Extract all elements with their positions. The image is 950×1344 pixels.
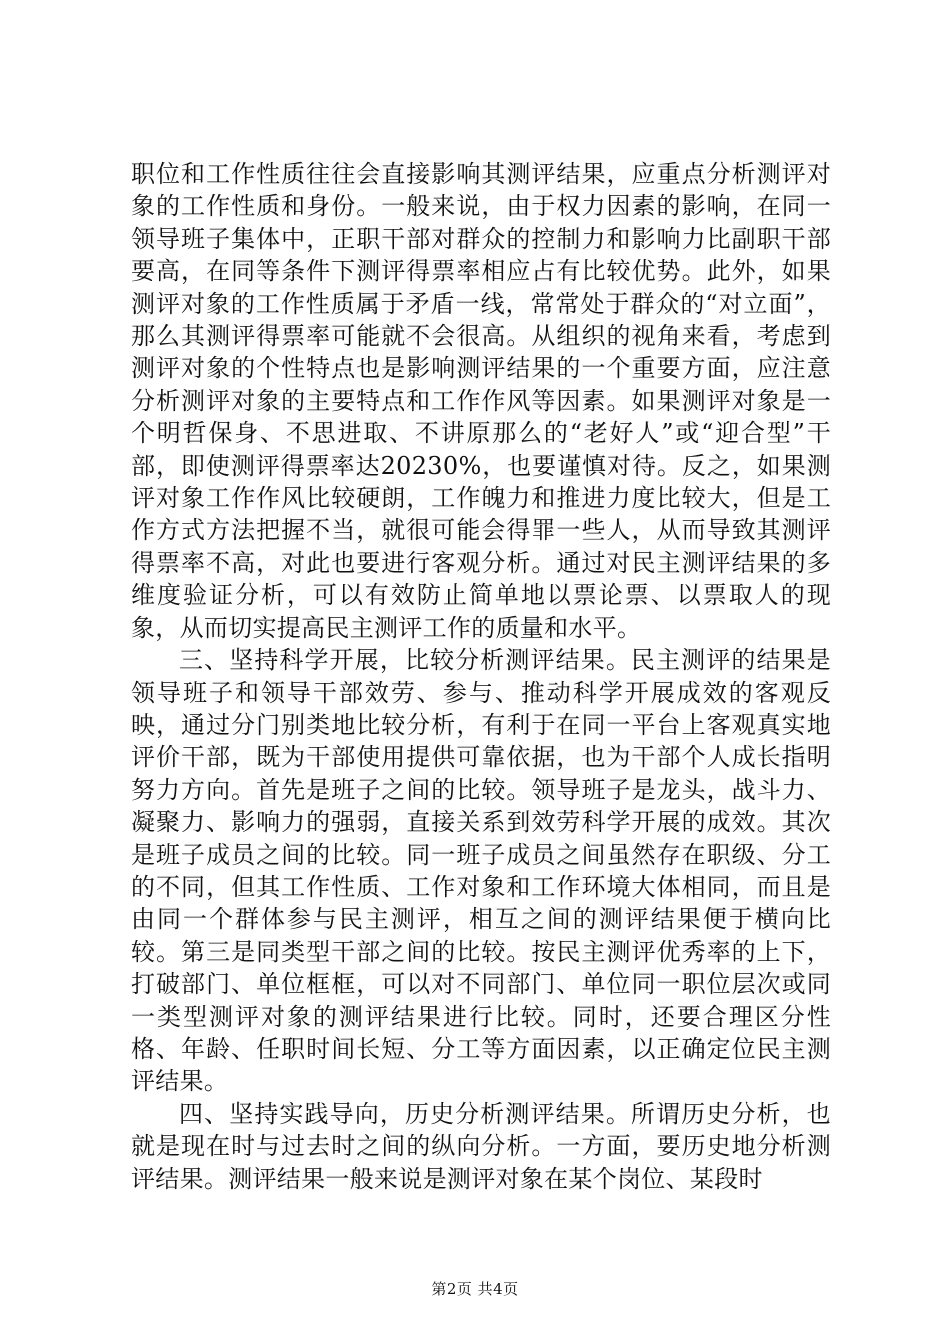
document-body bbox=[131, 158, 831, 1195]
paragraph-continuation: 职位和工作性质往往会直接影响其测评结果，应重点分析测评对象的工作性质和身份。一般来说，由于权力因素的影响，在同一领导班子集体中，正职干部对群众的控制力和影响力比副职干部要高，在同等条件下测评得票率相应占有比较优势。此外，如果测评对象的工作性质属于矛盾一线，常常处于群众的“对立面”，那么其测评得票率可能就不会很高。从组织的视角来看，考虑到测评对象的个性特点也是影响测评结果的一个重要方面，应注意分析测评对象的主要特点和工作作风等因素。如果测评对象是一个明哲保身、不思进取、不讲原那么的“老好人”或“迎合型”干部，即使测评得票率达20230%，也要谨慎对待。反之，如果测评对象工作作风比较硬朗，工作魄力和推进力度比较大，但是工作方式方法把握不当，就很可能会得罪一些人，从而导致其测评得票率不高，对此也要进行客观分析。通过对民主测评结果的多维度验证分析，可以有效防止简单地以票论票、以票取人的现象，从而切实提高民主测评工作的质量和水平。 bbox=[131, 160, 831, 642]
paragraph-section-four: 四、坚持实践导向，历史分析测评结果。所谓历史分析，也就是现在时与过去时之间的纵向分析。一方面，要历史地分析测评结果。测评结果一般来说是测评对象在某个岗位、某段时 bbox=[131, 1099, 831, 1193]
page-footer bbox=[0, 1279, 950, 1299]
page-number: 第2页 共4页 bbox=[431, 1280, 519, 1298]
paragraph-section-three: 三、坚持科学开展，比较分析测评结果。民主测评的结果是领导班子和领导干部效劳、参与、推动科学开展成效的客观反映，通过分门别类地比较分析，有利于在同一平台上客观真实地评价干部，既为干部使用提供可靠依据，也为干部个人成长指明努力方向。首先是班子之间的比较。领导班子是龙头，战斗力、凝聚力、影响力的强弱，直接关系到效劳科学开展的成效。其次是班子成员之间的比较。同一班子成员之间虽然存在职级、分工的不同，但其工作性质、工作对象和工作环境大体相同，而且是由同一个群体参与民主测评，相互之间的测评结果便于横向比较。第三是同类型干部之间的比较。按民主测评优秀率的上下，打破部门、单位框框，可以对不同部门、单位同一职位层次或同一类型测评对象的测评结果进行比较。同时，还要合理区分性格、年龄、任职时间长短、分工等方面因素，以正确定位民主测评结果。 bbox=[131, 646, 831, 1096]
